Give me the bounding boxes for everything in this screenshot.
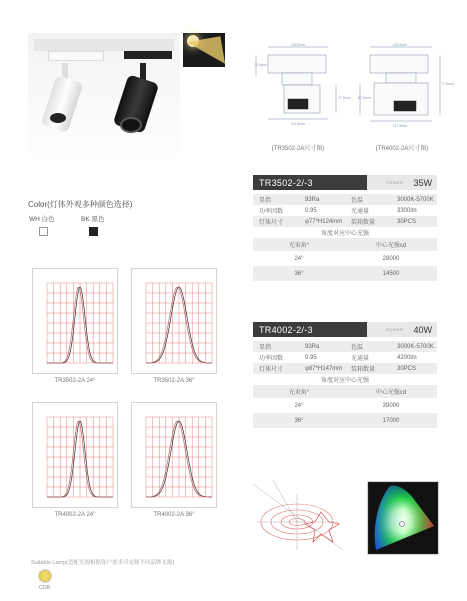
spec-value: 4200lm bbox=[397, 354, 417, 361]
spec-key: 显指 bbox=[259, 198, 272, 204]
cob-label: COB bbox=[39, 585, 50, 591]
beam-chart-svg bbox=[132, 403, 218, 509]
white-point-marker bbox=[400, 522, 405, 527]
angle-title: 角度对应中心光强 bbox=[320, 231, 369, 237]
adapter-white bbox=[48, 51, 104, 61]
power-badge bbox=[367, 175, 437, 190]
tr4002-width-label: 133.5mm bbox=[392, 43, 408, 47]
model-name: TR3502-2/-3 bbox=[259, 177, 313, 188]
spec-header bbox=[253, 322, 437, 337]
spec-key: 功率因数 bbox=[259, 356, 284, 362]
beam-chart-caption: TR3502-2A 36° bbox=[153, 378, 195, 384]
power-value: 40W bbox=[413, 324, 432, 335]
spec-value: φ87*H147mm bbox=[305, 365, 343, 372]
spec-key: 灯体尺寸 bbox=[259, 220, 284, 226]
beam-chart-caption: TR4002-2A 24° bbox=[54, 512, 96, 518]
track-rail bbox=[34, 39, 174, 51]
color-option-black-label: BK 黑色 bbox=[81, 216, 105, 223]
spec-header bbox=[253, 175, 437, 190]
beam-chart-4 bbox=[131, 402, 217, 508]
beam-chart-3 bbox=[32, 402, 118, 508]
angle-value: 36° bbox=[294, 417, 304, 424]
beam-chart-svg bbox=[33, 403, 119, 509]
spec-key: 光通量 bbox=[351, 209, 370, 215]
spec-key: 显指 bbox=[259, 345, 272, 351]
tr4002-height-label: 77.5mm bbox=[441, 82, 454, 86]
spec-value: 30PCS bbox=[397, 218, 417, 225]
tr4002-depth-label: 87.5mm bbox=[358, 96, 371, 100]
color-section-title: Color(灯体外观多种颜色选择) bbox=[28, 200, 133, 209]
spec-key: 色温 bbox=[351, 345, 364, 351]
beam-chart-caption: TR4002-2A 36° bbox=[153, 512, 195, 518]
tr3502-depth-label: 77.5mm bbox=[338, 96, 351, 100]
color-swatch-white[interactable] bbox=[39, 227, 48, 236]
tr3502-width-label: 135.5mm bbox=[290, 43, 306, 47]
spec-table-tr3502 bbox=[253, 175, 437, 281]
beam-thumbnail bbox=[183, 33, 225, 67]
spec-table-tr4002 bbox=[253, 322, 437, 428]
angle-row bbox=[253, 266, 437, 281]
model-name: TR4002-2/-3 bbox=[259, 324, 313, 335]
spec-row bbox=[253, 352, 437, 363]
power-value: 35W bbox=[413, 177, 432, 188]
polar-diagram bbox=[243, 474, 357, 562]
intensity-value: 14500 bbox=[382, 270, 400, 277]
spec-key: 光通量 bbox=[351, 356, 370, 362]
intensity-value: 28000 bbox=[382, 255, 400, 262]
beam-chart-1 bbox=[32, 268, 118, 374]
cie-diagram bbox=[362, 478, 440, 560]
angle-header-row bbox=[253, 385, 437, 398]
polar-star-shape bbox=[305, 512, 339, 542]
drawing-caption-tr4002: (TR4002-2A尺寸图) bbox=[375, 146, 429, 152]
spec-key: 装箱数量 bbox=[351, 220, 376, 226]
black-spot-lens bbox=[120, 117, 142, 133]
angle-title-row bbox=[253, 227, 437, 238]
spec-key: 功率因数 bbox=[259, 209, 284, 215]
angle-row bbox=[253, 251, 437, 266]
beam-chart-svg bbox=[132, 269, 218, 375]
white-spot-lens bbox=[50, 113, 66, 123]
intensity-value: 17000 bbox=[382, 417, 400, 424]
spec-value: 93Ra bbox=[305, 343, 320, 350]
tr4002-bottom-label: 117.5mm bbox=[392, 124, 408, 128]
suitable-lamp-title: Suitable Lamp(适配光源根据客户需求可定制不同品牌光源) bbox=[31, 560, 175, 566]
beam-chart-2 bbox=[131, 268, 217, 374]
power-label: POWER bbox=[385, 327, 404, 332]
spec-value: 3000K-5700K bbox=[397, 196, 434, 203]
spec-value: 93Ra bbox=[305, 196, 320, 203]
drawing-tr4002 bbox=[356, 43, 454, 131]
angle-col-header: 光束角° bbox=[288, 390, 310, 396]
angle-row bbox=[253, 413, 437, 428]
spec-value: φ77*H124mm bbox=[305, 218, 343, 225]
tr3502-bottom-label: 111.5mm bbox=[290, 122, 306, 126]
spec-value: 3300lm bbox=[397, 207, 417, 214]
spec-value: 0.95 bbox=[305, 207, 317, 214]
spec-row bbox=[253, 194, 437, 205]
spec-key: 色温 bbox=[351, 198, 364, 204]
angle-col-header: 中心光强cd bbox=[375, 243, 407, 249]
spec-row bbox=[253, 205, 437, 216]
angle-header-row bbox=[253, 238, 437, 251]
beam-chart-svg bbox=[33, 269, 119, 375]
spec-key: 装箱数量 bbox=[351, 367, 376, 373]
adapter-black bbox=[124, 51, 172, 59]
cob-chip-icon bbox=[38, 569, 52, 583]
spec-value: 0.95 bbox=[305, 354, 317, 361]
angle-col-header: 光束角° bbox=[288, 243, 310, 249]
spec-row bbox=[253, 363, 437, 374]
white-spotlight bbox=[41, 75, 84, 133]
spec-value: 3000K-5700K bbox=[397, 343, 434, 350]
angle-row bbox=[253, 398, 437, 413]
angle-value: 24° bbox=[294, 255, 304, 262]
color-swatch-black[interactable] bbox=[89, 227, 98, 236]
angle-title: 角度对应中心光强 bbox=[320, 378, 369, 384]
drawing-tr3502 bbox=[252, 43, 351, 131]
beam-chart-caption: TR3502-2A 24° bbox=[54, 378, 96, 384]
power-badge bbox=[367, 322, 437, 337]
angle-col-header: 中心光强cd bbox=[375, 390, 407, 396]
tr3502-height-label: 72.5mm bbox=[254, 63, 267, 67]
angle-value: 36° bbox=[294, 270, 304, 277]
spec-row bbox=[253, 216, 437, 227]
angle-title-row bbox=[253, 374, 437, 385]
color-option-white-label: WH 白色 bbox=[29, 216, 55, 223]
spec-key: 灯体尺寸 bbox=[259, 367, 284, 373]
intensity-value: 39000 bbox=[382, 402, 400, 409]
angle-value: 24° bbox=[294, 402, 304, 409]
beam-cone bbox=[187, 36, 225, 69]
spec-row bbox=[253, 341, 437, 352]
product-photo bbox=[28, 33, 180, 169]
drawing-caption-tr3502: (TR3502-2A尺寸图) bbox=[271, 146, 325, 152]
spec-value: 30PCS bbox=[397, 365, 417, 372]
power-label: POWER bbox=[385, 180, 404, 185]
